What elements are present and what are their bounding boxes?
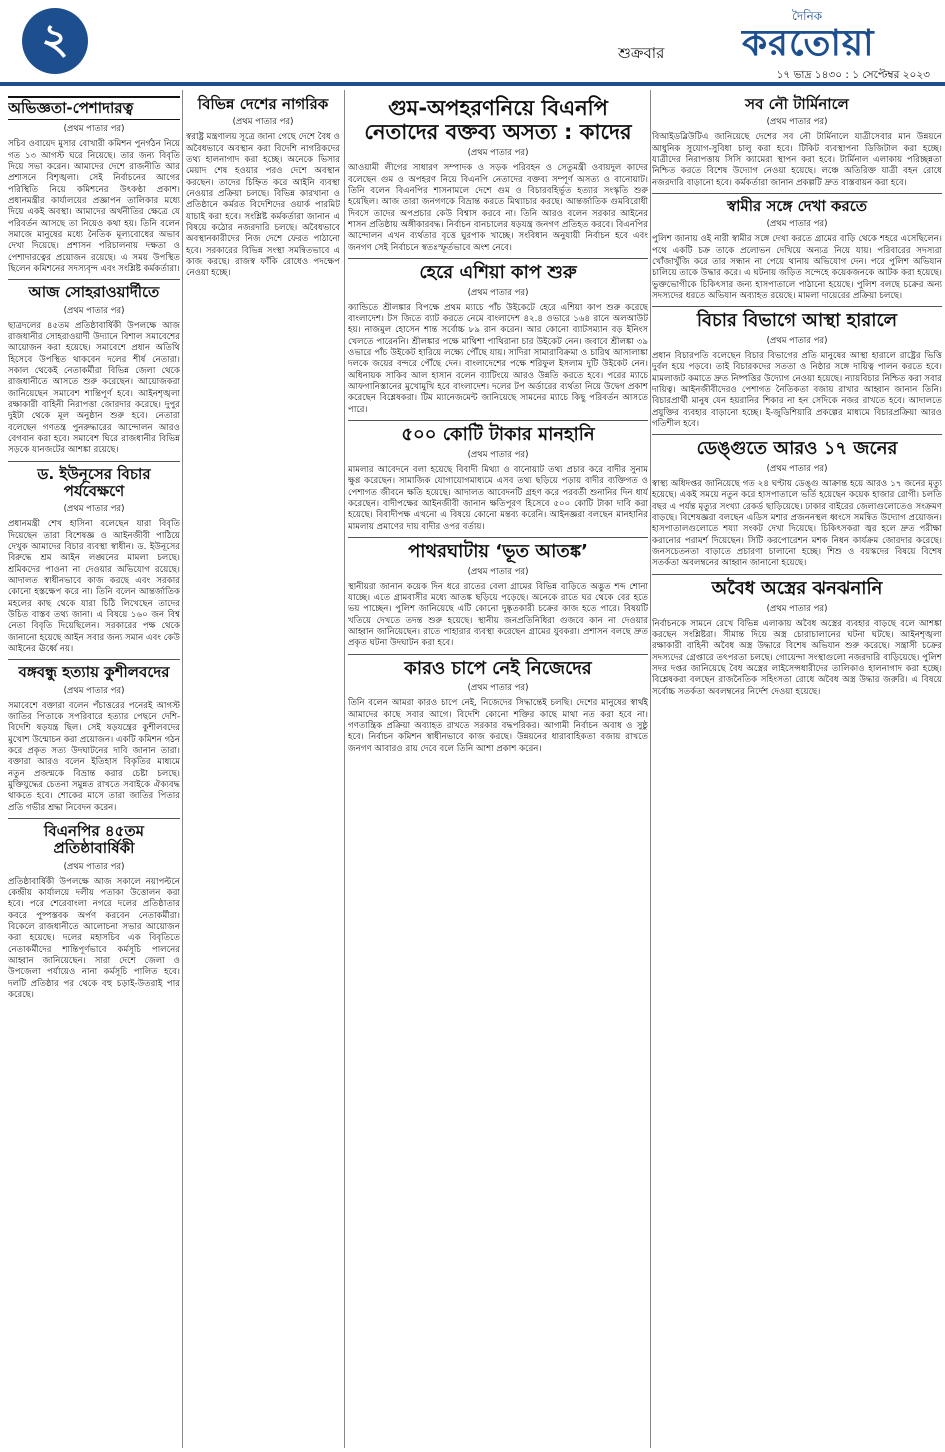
story-body: বিআইডব্লিউটিএ জানিয়েছে দেশের সব নৌ টার্মিনালে যাত্রীসেবার মান উন্নয়নে আধুনিক সুযোগ-সুবিধা চালু করা হবে। টিকিট ব্যবস্থাপনা ডিজিটাল করা হচ্ছে। যাত্রীদের নিরাপত্তায় সিসি ক্যামেরা স্থাপন করা হবে। টার্মিনাল এলাকায় পরিচ্ছন্নতা নিশ্চিত করতে বিশেষ উদ্যোগ নেওয়া হয়েছে। লঞ্চে অতিরিক্ত যাত্রী বহন রোধে নজরদারি বাড়ানো হবে। কর্মকর্তারা জানান প্রকল্পটি দ্রুত বাস্তবায়ন করা হবে। — [652, 132, 942, 188]
story-body: স্বাস্থ্য অধিদপ্তর জানিয়েছে গত ২৪ ঘণ্টায় ডেঙ্গু আক্রান্ত হয়ে আরও ১৭ জনের মৃত্যু হয়েছে। একই সময়ে নতুন করে হাসপাতালে ভর্তি হয়েছেন কয়েক হাজার রোগী। চলতি বছর এ পর্যন্ত মৃত্যুর সংখ্যা রেকর্ড ছাড়িয়েছে। ঢাকার বাইরের জেলাগুলোতেও সংক্রমণ বাড়ছে। বিশেষজ্ঞরা বলছেন এডিস মশার প্রজননস্থল ধ্বংসে সমন্বিত উদ্যোগ প্রয়োজন। হাসপাতালগুলোতে শয্যা সংকট দেখা দিয়েছে। চিকিৎসকরা জ্বর হলে দ্রুত পরীক্ষা করানোর পরামর্শ দিয়েছেন। সিটি করপোরেশন মশক নিধন কার্যক্রম জোরদার করেছে। জনসচেতনতা বাড়াতে প্রচারণা চালানো হচ্ছে। শিশু ও বয়স্কদের বিষয়ে বিশেষ সতর্কতা অবলম্বনের আহ্বান জানানো হয়েছে। — [652, 479, 942, 569]
story-sohrawardi — [8, 284, 180, 456]
story-gum-lead — [348, 96, 648, 254]
headline: হেরে এশিয়া কাপ শুরু — [419, 262, 577, 284]
continued-label: (প্রথম পাতার পর) — [467, 449, 529, 460]
story-body: পুলিশ জানায় ওই নারী স্বামীর সঙ্গে দেখা করতে গ্রামের বাড়ি থেকে শহরে এসেছিলেন। পথে একটি চক্র তাকে প্রলোভন দেখিয়ে অন্যত্র নিয়ে যায়। পরিবারের সদস্যরা খোঁজাখুঁজি করে তার সন্ধান না পেয়ে থানায় অভিযোগ দেন। পরে পুলিশ অভিযান চালিয়ে তাকে উদ্ধার করে। এ ঘটনায় জড়িত সন্দেহে কয়েকজনকে আটক করা হয়েছে। ভুক্তভোগীকে চিকিৎসার জন্য হাসপাতালে পাঠানো হয়েছে। পুলিশ বলছে চক্রের অন্য সদস্যদের ধরতে অভিযান অব্যাহত রয়েছে। মামলা দায়েরের প্রক্রিয়া চলছে। — [652, 234, 942, 301]
story-no-pressure — [348, 659, 648, 755]
headline: সব নৌ টার্মিনালে — [745, 95, 849, 113]
continued-label: (প্রথম পাতার পর) — [63, 305, 125, 316]
continued-label: (প্রথম পাতার পর) — [766, 117, 828, 128]
column-rule — [182, 90, 183, 1448]
continued-label: (প্রথম পাতার পর) — [63, 685, 125, 696]
continued-label: (প্রথম পাতার পর) — [467, 683, 529, 694]
story-body: প্রতিষ্ঠাবার্ষিকী উপলক্ষে আজ সকালে নয়াপল্টনে কেন্দ্রীয় কার্যালয়ে দলীয় পতাকা উত্তোলন করা হবে। পরে শেরেবাংলা নগরে দলের প্রতিষ্ঠাতার কবরে পুষ্পস্তবক অর্পণ করবেন নেতাকর্মীরা। বিকেলে রাজধানীতে আলোচনা সভার আয়োজন করা হয়েছে। দলের মহাসচিব এক বিবৃতিতে নেতাকর্মীদের শান্তিপূর্ণভাবে কর্মসূচি পালনের আহ্বান জানিয়েছেন। সারা দেশে জেলা ও উপজেলা পর্যায়েও নানা কর্মসূচি পালিত হবে। দলটি প্রতিষ্ঠার পর থেকে বহু চড়াই-উতরাই পার করেছে। — [8, 876, 180, 1000]
headline: ডেঙ্গুতে আরও ১৭ জনের — [696, 438, 898, 460]
continued-label: (প্রথম পাতার পর) — [232, 117, 294, 128]
story-bnp-anniversary — [8, 823, 180, 1001]
divider — [8, 818, 180, 819]
story-body: প্রধানমন্ত্রী শেখ হাসিনা বলেছেন যারা বিবৃতি দিয়েছেন তারা বিশেষজ্ঞ ও আইনজীবী পাঠিয়ে দেখুক আমাদের বিচার ব্যবস্থা স্বাধীন। ড. ইউনূসের বিরুদ্ধে শ্রম আইন লঙ্ঘনের মামলা চলছে। শ্রমিকদের পাওনা না দেওয়ার অভিযোগ রয়েছে। আদালত স্বাধীনভাবে কাজ করছে এবং সরকার কোনো হস্তক্ষেপ করে না। তিনি বলেন আন্তর্জাতিক মহলের কাছ থেকে যারা চিঠি লিখেছেন তাদের উচিত বাস্তব তথ্য জানা। এ বিষয়ে ১৬০ জন বিশ্ব নেতা বিবৃতি দিয়েছিলেন। সরকারের পক্ষ থেকে জানানো হয়েছে আইন সবার জন্য সমান এবং কেউ আইনের ঊর্ধ্বে নয়। — [8, 519, 180, 655]
story-integrity — [8, 96, 180, 275]
story-ghost — [348, 542, 648, 650]
headline: ৫০০ কোটি টাকার মানহানি — [401, 424, 595, 446]
column-2 — [186, 92, 340, 284]
dateline: ১৭ ভাদ্র ১৪৩০ : ১ সেপ্টেম্বর ২০২৩ — [776, 69, 930, 81]
divider — [348, 537, 648, 538]
headline: স্বামীর সঙ্গে দেখা করতে — [726, 196, 868, 215]
continued-label: (প্রথম পাতার পর) — [467, 287, 529, 298]
masthead — [0, 0, 945, 86]
weekday: শুক্রবার — [618, 44, 665, 62]
headline: ড. ইউনূসের বিচার পর্যবেক্ষণে — [37, 464, 151, 500]
story-body: আওয়ামী লীগের সাধারণ সম্পাদক ও সড়ক পরিবহন ও সেতুমন্ত্রী ওবায়দুল কাদের বলেছেন গুম ও অপহরণ নিয়ে বিএনপি নেতাদের বক্তব্য সম্পূর্ণ অসত্য ও বানোয়াট। তিনি বলেন বিএনপির শাসনামলে দেশে গুম ও বিচারবহির্ভূত হত্যার সংস্কৃতি শুরু হয়েছিল। আজ তারা জনগণকে বিভ্রান্ত করতে মিথ্যাচার করছে। আন্তর্জাতিক গুমবিরোধী দিবসে তাদের অপপ্রচার কেউ বিশ্বাস করবে না। তিনি আরও বলেন সরকার আইনের শাসন প্রতিষ্ঠায় অঙ্গীকারবদ্ধ। নির্বাচন বানচালের ষড়যন্ত্র জনগণ প্রতিহত করবে। বিএনপির আন্দোলন এখন ব্যর্থতার বৃত্তে ঘুরপাক খাচ্ছে। সংবিধান অনুযায়ী নির্বাচন হবে এবং জনগণ সেই নির্বাচনে স্বতঃস্ফূর্তভাবে অংশ নেবে। — [348, 163, 648, 253]
logo-main-text: করতোয়া — [742, 23, 875, 64]
divider — [348, 654, 648, 655]
divider — [652, 574, 942, 575]
continued-label: (প্রথম পাতার পর) — [766, 335, 828, 346]
headline: পাথরঘাটায় ‘ভূত আতঙ্ক’ — [408, 540, 588, 562]
headline: অভিজ্ঞতা-পেশাদারত্ব — [8, 96, 180, 120]
divider — [8, 461, 180, 462]
story-husband — [652, 198, 942, 302]
story-terminal — [652, 96, 942, 189]
continued-label: (প্রথম পাতার পর) — [63, 124, 125, 135]
lead-headline: গুম-অপহরণনিয়ে বিএনপি নেতাদের বক্তব্য অসত্য : কাদের — [364, 96, 632, 145]
divider — [348, 258, 648, 259]
story-body: তিনি বলেন আমরা কারও চাপে নেই, নিজেদের সিদ্ধান্তেই চলছি। দেশের মানুষের স্বার্থই আমাদের কাছে সবার আগে। বিদেশি কোনো শক্তির কাছে মাথা নত করা হবে না। গণতান্ত্রিক প্রক্রিয়া অব্যাহত রাখতে সরকার বদ্ধপরিকর। আগামী নির্বাচন অবাধ ও সুষ্ঠু হবে। নির্বাচন কমিশন স্বাধীনভাবে কাজ করছে। উন্নয়নের ধারাবাহিকতা বজায় রাখতে জনগণ আবারও রায় দেবে বলে তিনি আশা প্রকাশ করেন। — [348, 698, 648, 754]
continued-label: (প্রথম পাতার পর) — [766, 219, 828, 230]
story-bangabandhu — [8, 664, 180, 814]
story-foreign-citizens — [186, 96, 340, 280]
story-asia-cup — [348, 263, 648, 416]
story-body: ছাত্রদলের ৪৫তম প্রতিষ্ঠাবার্ষিকী উপলক্ষে আজ রাজধানীর সোহরাওয়ার্দী উদ্যানে বিশাল সমাবেশের আয়োজন করা হয়েছে। সমাবেশে প্রধান অতিথি হিসেবে উপস্থিত থাকবেন দলের শীর্ষ নেতারা। সকাল থেকেই নেতাকর্মীরা বিভিন্ন জেলা থেকে রাজধানীতে আসতে শুরু করেছেন। আয়োজকরা জানিয়েছেন সমাবেশ শান্তিপূর্ণ হবে। আইনশৃঙ্খলা রক্ষাকারী বাহিনী নিরাপত্তা জোরদার করেছে। দুপুর দুইটা থেকে মূল অনুষ্ঠান শুরু হবে। নেতারা বলেছেন গণতন্ত্র পুনরুদ্ধারের আন্দোলন আরও বেগবান করা হবে। সমাবেশ ঘিরে রাজধানীর বিভিন্ন সড়কে যানজটের আশঙ্কা রয়েছে। — [8, 320, 180, 456]
story-body: প্রধান বিচারপতি বলেছেন বিচার বিভাগের প্রতি মানুষের আস্থা হারালে রাষ্ট্রের ভিত্তি দুর্বল হয়ে পড়বে। তাই বিচারকদের সততা ও নিষ্ঠার সঙ্গে দায়িত্ব পালন করতে হবে। মামলাজট কমাতে দ্রুত নিষ্পত্তির উদ্যোগ নেওয়া হয়েছে। ন্যায়বিচার নিশ্চিত করা সবার দায়িত্ব। আইনজীবীদেরও পেশাগত নৈতিকতা বজায় রাখার আহ্বান জানান তিনি। বিচারপ্রার্থী মানুষ যেন হয়রানির শিকার না হন সেদিকে নজর রাখতে হবে। আদালতে প্রযুক্তির ব্যবহার বাড়ানো হচ্ছে। ই-জুডিশিয়ারি প্রকল্পের মাধ্যমে বিচারপ্রক্রিয়া আরও গতিশীল হবে। — [652, 350, 942, 430]
column-rule — [650, 90, 651, 1448]
story-illegal-arms — [652, 579, 942, 698]
divider — [8, 279, 180, 280]
continued-label: (প্রথম পাতার পর) — [467, 566, 529, 577]
headline: অবৈধ অস্ত্রের ঝনঝনানি — [711, 577, 883, 599]
headline: বিভিন্ন দেশের নাগরিক — [197, 95, 329, 113]
divider — [8, 659, 180, 660]
headline: বিএনপির ৪৫তম প্রতিষ্ঠাবার্ষিকী — [43, 822, 144, 858]
story-body: সচিব ওবায়েদ মুসার বোখারী কমিশন পুনর্গঠন নিয়ে গত ১৩ আগস্ট ঘরে নিয়েছে। তার জন্য বিবৃতি দিয়ে সভা করেন। আমাদের দেশে রাজনীতি আর প্রশাসনে বিশৃঙ্খলা। সেই নির্বাচনের আগের পরিস্থিতি নিয়ে কমিশনের উৎকণ্ঠা প্রকাশ। প্রধানমন্ত্রীর কার্যালয়ের প্রজ্ঞাপন তালিকার মধ্যে দিয়ে একই অবস্থা। আমাদের অর্থনীতির ক্ষেত্রে যে পরিবর্তন আসছে তা নিয়েও কথা হয়। তিনি বলেন সমাজে মানুষের মধ্যে নৈতিক মূল্যবোধের অভাব দেখা দিয়েছে। প্রশাসন পরিচালনায় দক্ষতা ও পেশাদারত্বের প্রয়োজন রয়েছে। এ সময় উপস্থিত ছিলেন কমিশনের সদস্যবৃন্দ এবং সংশ্লিষ্ট কর্মকর্তারা। — [8, 139, 180, 275]
story-body: স্থানীয়রা জানান কয়েক দিন ধরে রাতের বেলা গ্রামের বিভিন্ন বাড়িতে অদ্ভুত শব্দ শোনা যাচ্ছে। এতে গ্রামবাসীর মধ্যে আতঙ্ক ছড়িয়ে পড়েছে। অনেকে রাতে ঘর থেকে বের হতে ভয় পাচ্ছেন। পুলিশ জানিয়েছে এটি কোনো দুষ্কৃতকারী চক্রের কাজ হতে পারে। বিষয়টি খতিয়ে দেখতে তদন্ত শুরু হয়েছে। স্থানীয় জনপ্রতিনিধিরা গুজবে কান না দেওয়ার আহ্বান জানিয়েছেন। রাতে পাহারার ব্যবস্থা করেছেন গ্রামের যুবকরা। প্রশাসন বলছে দ্রুত প্রকৃত ঘটনা উদঘাটন করা হবে। — [348, 581, 648, 649]
divider — [652, 193, 942, 194]
headline: বঙ্গবন্ধু হত্যায় কুশীলবদের — [18, 663, 170, 682]
story-body: ক্যান্ডিতে শ্রীলঙ্কার বিপক্ষে প্রথম ম্যাচে পাঁচ উইকেটে হেরে এশিয়া কাপ শুরু করেছে বাংলাদেশ। টস জিতে ব্যাট করতে নেমে বাংলাদেশ ৪২.৪ ওভারে ১৬৪ রানে অলআউট হয়। নাজমুল হোসেন শান্ত সর্বোচ্চ ৮৯ রান করেন। আর কোনো ব্যাটসম্যান বড় ইনিংস খেলতে পারেননি। শ্রীলঙ্কার পক্ষে মাথিশা পাথিরানা চার উইকেট নেন। জবাবে শ্রীলঙ্কা ৩৯ ওভারে পাঁচ উইকেট হারিয়ে লক্ষ্যে পৌঁছে যায়। সাদিরা সামারাবিক্রমা ও চারিথ আসালাঙ্কা দলকে জয়ের বন্দরে পৌঁছে দেন। বাংলাদেশের পক্ষে শরিফুল ইসলাম দুটি উইকেট নেন। অধিনায়ক সাকিব আল হাসান বলেন ব্যাটিংয়ে আরও উন্নতি করতে হবে। পরের ম্যাচে আফগানিস্তানের মুখোমুখি হবে বাংলাদেশ। দলের টপ অর্ডারের ব্যর্থতা নিয়ে উদ্বেগ প্রকাশ করেছেন বিশ্লেষকরা। টিম ম্যানেজমেন্ট জানিয়েছে সামনের ম্যাচে কিছু পরিবর্তন আসতে পারে। — [348, 302, 648, 415]
continued-label: (প্রথম পাতার পর) — [63, 861, 125, 872]
masthead-rule — [0, 82, 945, 86]
divider — [652, 434, 942, 435]
story-yunus-trial — [8, 466, 180, 656]
column-3 — [348, 92, 648, 759]
headline: বিচার বিভাগে আস্থা হারালে — [696, 310, 898, 332]
story-judiciary — [652, 311, 942, 430]
column-rule — [344, 90, 345, 1448]
page-number: ২ — [22, 8, 88, 74]
story-dengue — [652, 439, 942, 569]
story-body: সমাবেশে বক্তারা বলেন পঁচাত্তরের পনেরই আগস্ট জাতির পিতাকে সপরিবারে হত্যার পেছনে দেশি-বিদেশি ষড়যন্ত্র ছিল। সেই ষড়যন্ত্রের কুশীলবদের মুখোশ উন্মোচন করা প্রয়োজন। একটি কমিশন গঠন করে প্রকৃত সত্য উদঘাটনের দাবি জানান তারা। বক্তারা আরও বলেন ইতিহাস বিকৃতির মাধ্যমে নতুন প্রজন্মকে বিভ্রান্ত করার চেষ্টা চলছে। মুক্তিযুদ্ধের চেতনা সমুন্নত রাখতে সবাইকে ঐক্যবদ্ধ থাকতে হবে। শোকের মাসে তারা জাতির পিতার প্রতি গভীর শ্রদ্ধা নিবেদন করেন। — [8, 700, 180, 813]
logo-small-text: দৈনিক — [792, 9, 823, 23]
column-1 — [8, 92, 180, 1005]
newspaper-logo — [720, 6, 930, 64]
headline: কারও চাপে নেই নিজেদের — [404, 657, 592, 679]
continued-label: (প্রথম পাতার পর) — [766, 464, 828, 475]
continued-label: (প্রথম পাতার পর) — [766, 603, 828, 614]
divider — [348, 420, 648, 421]
story-body: স্বরাষ্ট্র মন্ত্রণালয় সূত্রে জানা গেছে দেশে বৈধ ও অবৈধভাবে অবস্থান করা বিদেশি নাগরিকদের তথ্য হালনাগাদ করা হচ্ছে। অনেকে ভিসার মেয়াদ শেষ হওয়ার পরও দেশে অবস্থান করছেন। তাদের চিহ্নিত করে আইনি ব্যবস্থা নেওয়ার প্রক্রিয়া চলছে। বিভিন্ন কারখানা ও প্রতিষ্ঠানে কর্মরত বিদেশিদের ওয়ার্ক পারমিট যাচাই করা হবে। সংশ্লিষ্ট কর্মকর্তারা জানান এ বিষয়ে কঠোর নজরদারি চলছে। অবৈধভাবে অবস্থানকারীদের নিজ দেশে ফেরত পাঠানো হবে। সরকারের বিভিন্ন সংস্থা সমন্বিতভাবে এ কাজ করছে। রাজস্ব ফাঁকি রোধেও পদক্ষেপ নেওয়া হচ্ছে। — [186, 132, 340, 279]
story-defamation — [348, 425, 648, 533]
column-4 — [652, 92, 942, 702]
divider — [652, 306, 942, 307]
continued-label: (প্রথম পাতার পর) — [467, 148, 529, 159]
continued-label: (প্রথম পাতার পর) — [63, 504, 125, 515]
story-body: নির্বাচনকে সামনে রেখে বিভিন্ন এলাকায় অবৈধ অস্ত্রের ব্যবহার বাড়ছে বলে আশঙ্কা করছেন সংশ্লিষ্টরা। সীমান্ত দিয়ে অস্ত্র চোরাচালানের ঘটনা ঘটছে। আইনশৃঙ্খলা রক্ষাকারী বাহিনী অবৈধ অস্ত্র উদ্ধারে বিশেষ অভিযান শুরু করেছে। সন্ত্রাসী চক্রের সদস্যদের গ্রেপ্তারে তৎপরতা চলছে। গোয়েন্দা সংস্থাগুলো নজরদারি বাড়িয়েছে। পুলিশ সদর দপ্তর জানিয়েছে বৈধ অস্ত্রের লাইসেন্সধারীদের তালিকাও হালনাগাদ করা হচ্ছে। বিশ্লেষকরা বলছেন রাজনৈতিক সহিংসতা রোধে অবৈধ অস্ত্র উদ্ধার জরুরি। এ বিষয়ে সর্বোচ্চ সতর্কতা অবলম্বনের নির্দেশ দেওয়া হয়েছে। — [652, 618, 942, 697]
headline: আজ সোহরাওয়ার্দীতে — [28, 283, 160, 302]
story-body: মামলার আবেদনে বলা হয়েছে বিবাদী মিথ্যা ও বানোয়াট তথ্য প্রচার করে বাদীর সুনাম ক্ষুণ্ণ করেছেন। সামাজিক যোগাযোগমাধ্যমে এসব তথ্য ছড়িয়ে পড়ায় বাদীর ব্যক্তিগত ও পেশাগত জীবনে ক্ষতি হয়েছে। আদালত আবেদনটি গ্রহণ করে পরবর্তী শুনানির দিন ধার্য করেছেন। বাদীপক্ষের আইনজীবী জানান ক্ষতিপূরণ হিসেবে ৫০০ কোটি টাকা দাবি করা হয়েছে। বিবাদীপক্ষ এখনো এ বিষয়ে কোনো মন্তব্য করেনি। আইনজ্ঞরা বলছেন মানহানির মামলায় প্রমাণের দায় বাদীর ওপর বর্তায়। — [348, 464, 648, 532]
